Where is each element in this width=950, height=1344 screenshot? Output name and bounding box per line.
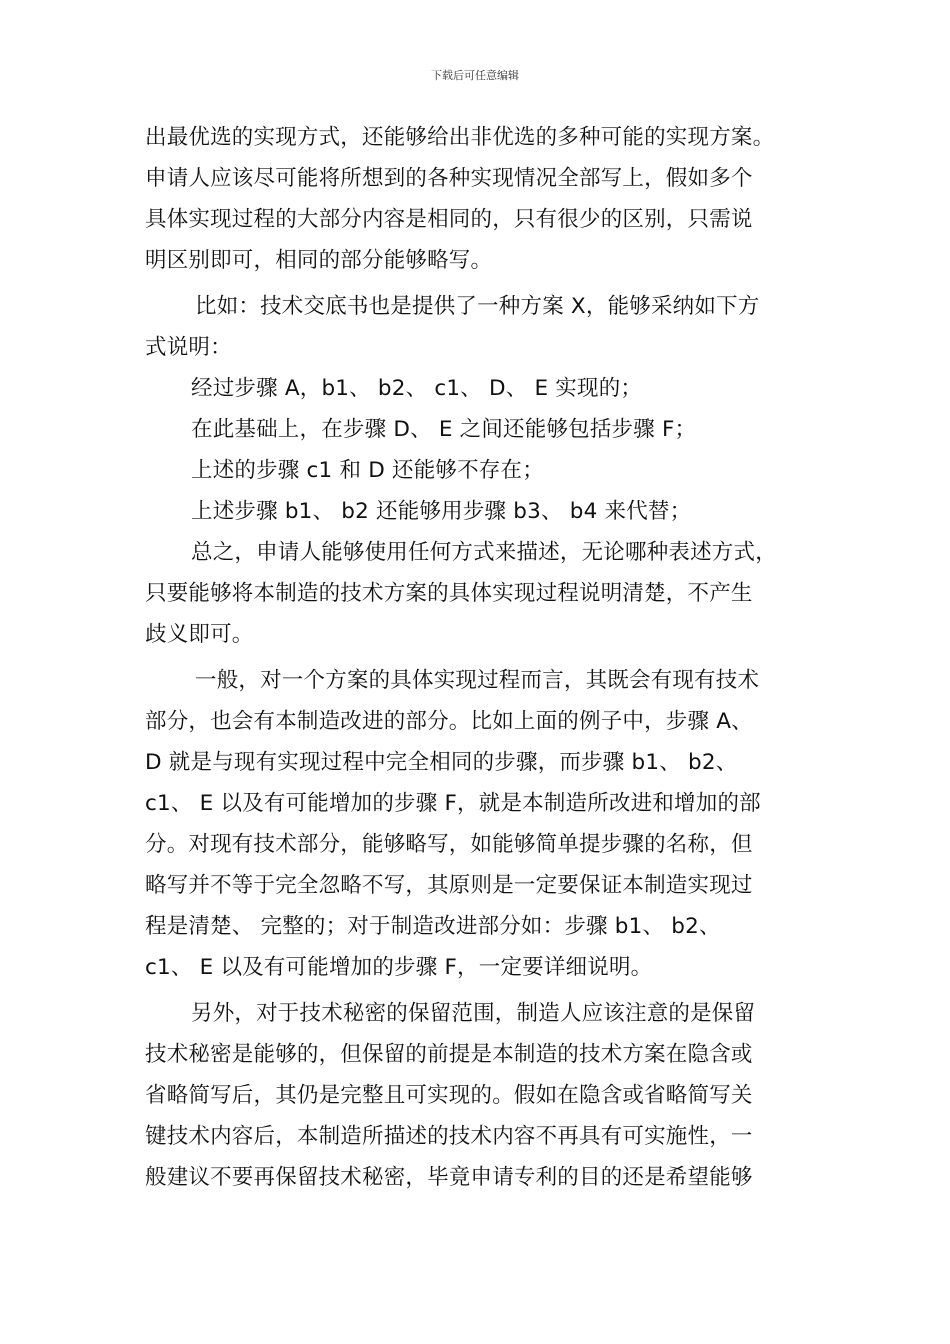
text-line: 部分，也会有本制造改进的部分。比如上面的例子中，步骤 A、: [145, 709, 753, 734]
text-line: 技术秘密是能够的，但保留的前提是本制造的技术方案在隐含或: [145, 1042, 753, 1067]
page-header: 下载后可任意编辑: [431, 69, 519, 82]
text-line: 歧义即可。: [145, 622, 254, 647]
text-line: 在此基础上，在步骤 D、 E 之间还能够包括步骤 F；: [191, 417, 697, 442]
text-line: 般建议不要再保留技术秘密，毕竟申请专利的目的还是希望能够: [145, 1165, 753, 1190]
text-line: D 就是与现有实现过程中完全相同的步骤，而步骤 b1、 b2、: [145, 750, 738, 775]
text-line: 一般，对一个方案的具体实现过程而言，其既会有现有技术: [195, 668, 760, 693]
text-line: 键技术内容后，本制造所描述的技术内容不再具有可实施性，一: [145, 1124, 753, 1149]
text-line: 总之，申请人能够使用任何方式来描述，无论哪种表述方式，: [191, 540, 777, 565]
text-line: c1、 E 以及有可能增加的步骤 F，一定要详细说明。: [145, 955, 653, 980]
text-line: 明区别即可，相同的部分能够略写。: [145, 248, 493, 273]
text-line: 具体实现过程的大部分内容是相同的，只有很少的区别，只需说: [145, 207, 753, 232]
text-line: 省略简写后，其仍是完整且可实现的。假如在隐含或省略简写关: [145, 1083, 753, 1108]
text-line: 上述步骤 b1、 b2 还能够用步骤 b3、 b4 来代替；: [191, 499, 692, 524]
text-line: 另外，对于技术秘密的保留范围，制造人应该注意的是保留: [191, 1001, 756, 1026]
text-line: 出最优选的实现方式，还能够给出非优选的多种可能的实现方案。: [145, 125, 775, 150]
text-line: 上述的步骤 c1 和 D 还能够不存在；: [191, 458, 544, 483]
text-line: 经过步骤 A，b1、 b2、 c1、 D、 E 实现的；: [191, 376, 643, 401]
document-body: [145, 117, 825, 1198]
text-line: 比如：技术交底书也是提供了一种方案 X，能够采纳如下方: [195, 294, 760, 319]
text-line: 申请人应该尽可能将所想到的各种实现情况全部写上，假如多个: [145, 166, 753, 191]
text-line: 程是清楚、 完整的；对于制造改进部分如：步骤 b1、 b2、: [145, 914, 721, 939]
text-line: 略写并不等于完全忽略不写，其原则是一定要保证本制造实现过: [145, 873, 753, 898]
text-line: c1、 E 以及有可能增加的步骤 F，就是本制造所改进和增加的部: [145, 791, 761, 816]
text-line: 只要能够将本制造的技术方案的具体实现过程说明清楚，不产生: [145, 581, 753, 606]
text-line: 分。对现有技术部分，能够略写，如能够简单提步骤的名称，但: [145, 832, 753, 857]
text-line: 式说明：: [145, 335, 232, 360]
